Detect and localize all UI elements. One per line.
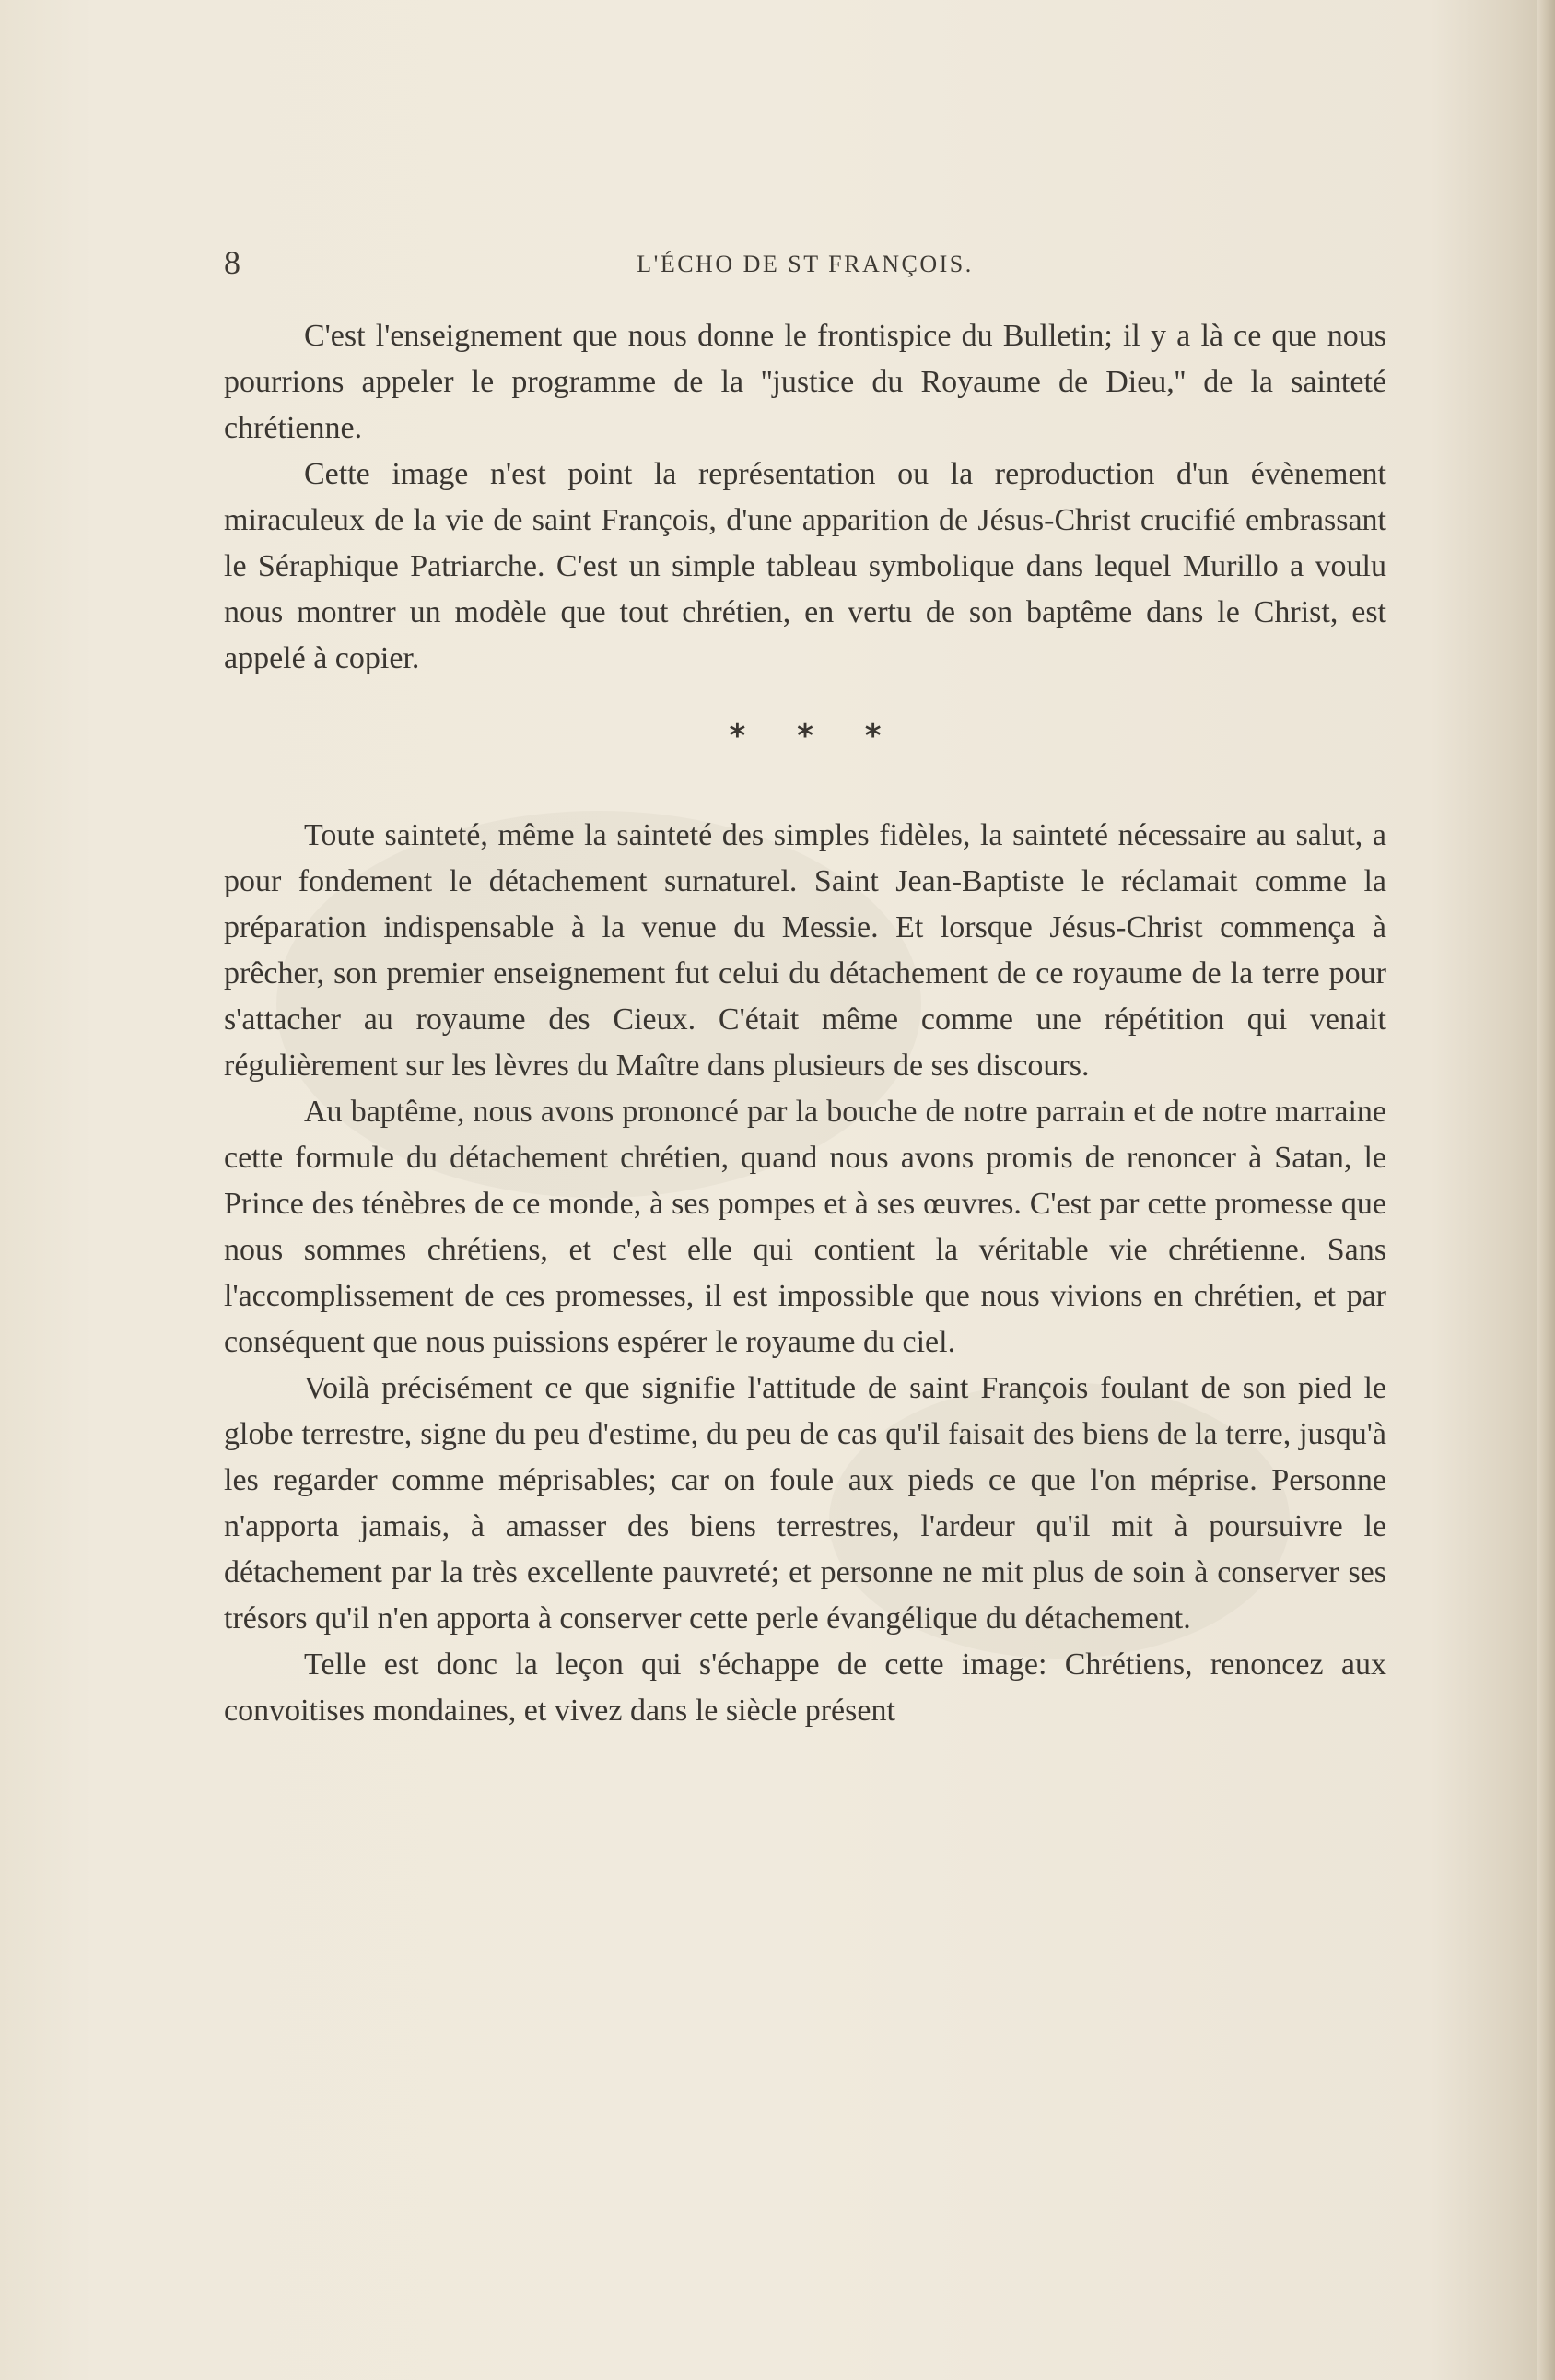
- section-separator: * * *: [729, 718, 902, 755]
- page-number: 8: [224, 244, 240, 281]
- paragraph: Cette image n'est point la représentation ou la reproduction d'un évènement miraculeux de la vie de saint François, d'une apparition de Jésus-Christ crucifié embrassant le Séraphique Patriarche. C'est un simple tableau symbolique dans lequel Murillo a voulu nous montrer un modèle que tout chrétien, en vertu de son baptême dans le Christ, est appelé à copier.: [224, 457, 1386, 675]
- paragraph: Voilà précisément ce que signifie l'attitude de saint François foulant de son pied le globe terrestre, signe du peu d'estime, du peu de cas qu'il faisait des biens de la terre, jusqu'à les regarder comme méprisables; car on foule aux pieds ce que l'on méprise. Personne n'apporta jamais, à amasser des biens terrestres, l'ardeur qu'il mit à poursuivre le détachement par la très excellente pauvreté; et personne ne mit plus de soin à conserver ses trésors qu'il n'en apporta à conserver cette perle évangélique du détachement.: [224, 1371, 1386, 1636]
- paragraph: C'est l'enseignement que nous donne le frontispice du Bulletin; il y a là ce que nous pourrions appeler le programme de la ''justice du Royaume de Dieu,'' de la sainteté chrétienne.: [224, 319, 1386, 445]
- paragraph: Au baptême, nous avons prononcé par la bouche de notre parrain et de notre marraine cette formule du détachement chrétien, quand nous avons promis de renoncer à Satan, le Prince des ténèbres de ce monde, à ses pompes et à ses œuvres. C'est par cette promesse que nous sommes chrétiens, et c'est elle qui contient la véritable vie chrétienne. Sans l'accomplissement de ces promesses, il est impossible que nous vivions en chrétien, et par conséquent que nous puissions espérer le royaume du ciel.: [224, 1095, 1386, 1359]
- page-header: [224, 241, 1386, 284]
- paragraph: Telle est donc la leçon qui s'échappe de cette image: Chrétiens, renoncez aux convoitises mondaines, et vivez dans le siècle présent: [224, 1647, 1386, 1728]
- paragraph: Toute sainteté, même la sainteté des simples fidèles, la sainteté nécessaire au salut, a pour fondement le détachement surnaturel. Saint Jean-Baptiste le réclamait comme la préparation indispensable à la venue du Messie. Et lorsque Jésus-Christ commença à prêcher, son premier enseignement fut celui du détachement de ce royaume de la terre pour s'attacher au royaume des Cieux. C'était même comme une répétition qui venait régulièrement sur les lèvres du Maître dans plusieurs de ses discours.: [224, 818, 1386, 1083]
- body-text: [224, 313, 1386, 1734]
- page-edge: [1537, 0, 1555, 2380]
- running-title: L'ÉCHO DE ST FRANÇOIS.: [637, 251, 974, 277]
